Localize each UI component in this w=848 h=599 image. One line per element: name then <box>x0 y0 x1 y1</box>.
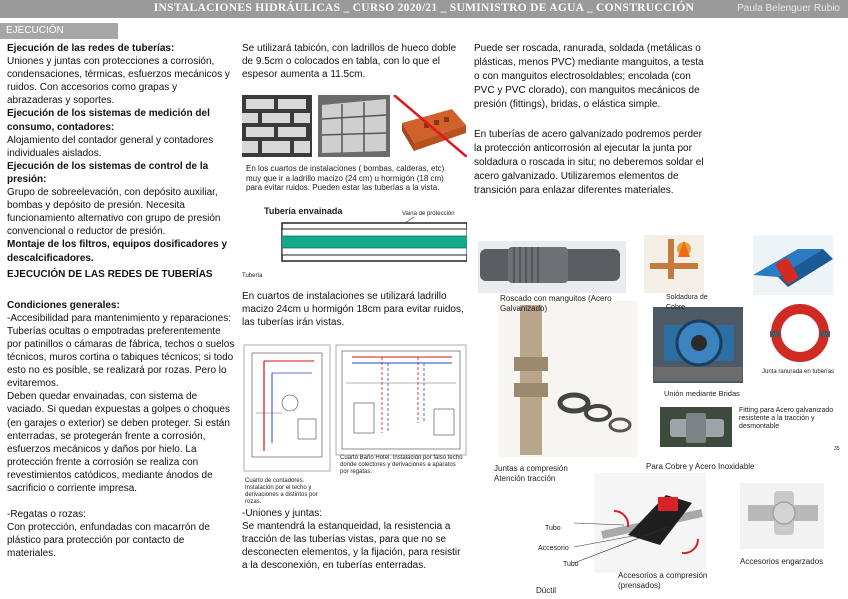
caption-union-bridas: Unión mediante Bridas <box>664 389 740 398</box>
paragraph-roscada: Puede ser roscada, ranurada, soldada (metálicas o plásticas, menos PVC) mediante manguitos, a testa o con manguitos electrosoldables; encolada (con PVC y PVC clorado), con manguitos mecánicos de presión (fittings), bridas, o elástica simple. <box>474 43 704 110</box>
diagram-label-pipe: Tubería <box>242 273 263 279</box>
paragraph-galvanizado: En tuberías de acero galvanizado podremos perder la protección anticorrosión al ejecutar la junta por soldadura o roscada in situ; no deberemos soldar el acero galvanizado. Utilizaremos elementos de transición para enlazar diferentes materiales. <box>474 129 704 196</box>
caption-engarzados: Accesorios engarzados <box>740 557 824 566</box>
label-tubo-1: Tubo <box>545 525 561 532</box>
crimped-accessory-photo <box>740 483 824 549</box>
caption-bano-hotel: Cuarto Baño Hotel. Instalación por falso techo donde colectores y derivaciones a aparatos por regatas. <box>340 455 463 475</box>
copper-soldering-photo <box>644 235 704 293</box>
section-tab: EJECUCIÓN <box>0 23 118 39</box>
crossed-out-brick-photo <box>394 95 467 157</box>
caption-soldadura: Soldadura de Cobre <box>666 294 708 311</box>
header-title: INSTALACIONES HIDRÁULICAS _ CURSO 2020/21 _ SUMINISTRO DE AGUA _ CONSTRUCCIÓN <box>153 2 695 14</box>
caption-junta-ranurada: Junta ranurada en tuberías <box>762 369 835 375</box>
label-tubo-2: Tubo <box>563 561 579 568</box>
heading-presion: Ejecución de los sistemas de control de la presión: <box>7 160 209 185</box>
caption-juntas-compresion: Juntas a compresión Atención tracción <box>494 464 568 483</box>
paragraph-cuartos-instalaciones: En cuartos de instalaciones se utilizará ladrillo macizo 24cm u hormigón 18cm para evitar ruidos, las tuberías irán vistas. <box>242 291 464 329</box>
hollow-brick-wall-photo <box>318 95 390 157</box>
flange-union-photo <box>653 307 743 383</box>
column-left <box>7 42 235 560</box>
caption-accesorios-compresion: Accesorios a compresión (prensados) <box>618 571 708 590</box>
contadores-plan <box>244 345 330 471</box>
caption-fitting-acero: Fitting para Acero galvanizado resistente a la tracción y desmontable <box>739 407 834 430</box>
bano-hotel-plan <box>336 345 466 455</box>
sheathed-pipe-diagram <box>242 203 467 283</box>
paragraph-accesibilidad: -Accesibilidad para mantenimiento y reparaciones: Tuberías ocultas o empotradas preferentemente por patinillos o cámaras de fábrica, techos o suelos técnicos, muros cortina o tabiques técnicos; si todo esto no es posible, se realizará por rozas. Pero lo evitaremos. <box>7 312 235 390</box>
diagram-label-sheath: Vaina de protección <box>402 211 455 217</box>
heading-filtros: Montaje de los filtros, equipos dosificadores y descalcificadores. <box>7 239 228 264</box>
press-tool-photo <box>574 473 706 573</box>
brick-wall-photo <box>242 95 312 157</box>
diagram-title: Tubería envainada <box>264 206 343 216</box>
caption-cuartos: En los cuartos de instalaciones ( bombas, calderas, etc) muy que ir a ladrillo macizo (24 cm) u hormigón (18 cm) para evitar ruidos. Pueden estar las tuberías a la vista. <box>246 164 445 192</box>
paragraph-envainadas: Deben quedar envainadas, con sistema de vaciado. Si quedan expuestas a golpes o choques (en garajes o exterior) se deben proteger. Si están enterradas, se protegerán frente a corrosión, esfuerzos mecánicos y daños por hielo. La protección frente a corrosión se realiza con revestimientos catódicos, mediante ánodos de sacrificio o corriente impresa. <box>7 391 230 494</box>
brick-photos <box>242 95 467 157</box>
compression-joint-photo <box>498 301 638 457</box>
heading-medicion: Ejecución de los sistemas de medición del consumo, contadores: <box>7 108 210 133</box>
label-accesorio: Accesorio <box>538 545 569 552</box>
heading-redes-tuberias: Ejecución de las redes de tuberías: <box>7 43 175 54</box>
grooved-joint-photo <box>753 235 833 295</box>
grooved-coupling-photo <box>768 307 830 367</box>
caption-ductil: Dúctil <box>536 586 557 595</box>
caption-cobre-acero: Para Cobre y Acero Inoxidable <box>646 462 755 471</box>
caption-roscado: Roscado con manguitos (Acero Galvanizado) <box>500 294 612 313</box>
page-number: 35 <box>834 446 840 452</box>
threaded-coupling-photo <box>478 241 626 293</box>
paragraph-alojamiento: Alojamiento del contador general y contadores individuales aislados. <box>7 134 214 159</box>
caption-contadores: Cuarto de contadores. Instalación por el techo y derivaciones a distintos por rozas. <box>245 478 318 505</box>
paragraph-proteccion: Con protección, enfundadas con macarrón de plástico para protección por contacto de materiales. <box>7 522 210 560</box>
paragraph-regatas: -Regatas o rozas: <box>7 509 86 521</box>
paragraph-grupo: Grupo de sobreelevación, con depósito auxiliar, bombas y depósito de presión. Necesita funcionamiento alternativo con grupo de presión convencional o reductor de presión. <box>7 187 221 238</box>
galvanized-fitting-photo <box>660 407 732 447</box>
paragraph-uniones: Uniones y juntas con protecciones a corrosión, condensaciones, térmicas, esfuerzos mecánicos y ruidos. Con accesorios como grapas y abrazaderas y soportes. <box>7 56 230 107</box>
heading-ejecucion-redes: EJECUCIÓN DE LAS REDES DE TUBERÍAS <box>7 268 213 280</box>
heading-uniones-juntas: -Uniones y juntas: <box>242 508 323 519</box>
header-bar <box>0 0 848 18</box>
paragraph-tabicon: Se utilizará tabicón, con ladrillos de hueco doble de 9.5cm o colocados en tabla, con lo que el espesor aumenta a 11.5cm. <box>242 43 457 81</box>
paragraph-estanqueidad: Se mantendrá la estanqueidad, la resistencia a tracción de las tuberías vistas, para que no se desconecten elementos, y la fijación, para resistir a la desconexión, en tuberías enterradas. <box>242 521 461 572</box>
header-author: Paula Belenguer Rubio <box>737 3 840 14</box>
heading-condiciones: Condiciones generales: <box>7 299 120 311</box>
